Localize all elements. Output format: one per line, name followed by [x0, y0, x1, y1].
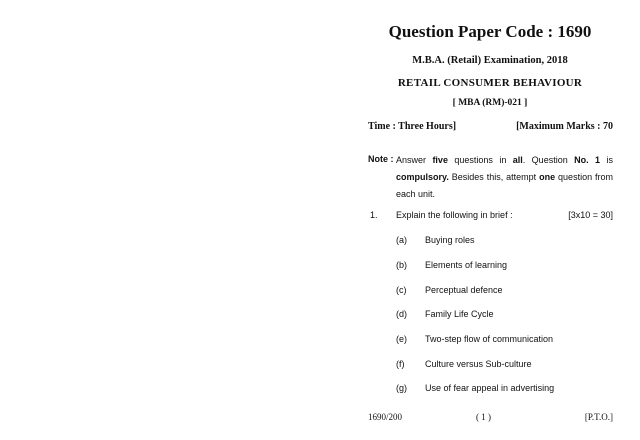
note-part: . Question: [522, 155, 575, 165]
page-code-title: Question Paper Code : 1690: [388, 22, 592, 41]
note-part: questions in: [447, 155, 513, 165]
sub-question-text: Two-step flow of communication: [425, 334, 554, 344]
note-emphasis: No. 1: [574, 155, 601, 165]
sub-question-letter: (g): [396, 383, 407, 393]
sub-question-letter: (c): [396, 285, 407, 295]
sub-question-letter: (b): [396, 260, 407, 270]
sub-question-text: Use of fear appeal in advertising: [425, 383, 555, 393]
sub-question-text: Culture versus Sub-culture: [425, 359, 532, 369]
pto-label: [P.T.O.]: [584, 412, 613, 422]
sub-question-letter: (f): [396, 359, 405, 369]
question-text: Explain the following in brief :: [396, 210, 513, 220]
sub-question-text: Elements of learning: [425, 260, 508, 270]
note-part: Answer: [396, 155, 433, 165]
note-label: Note :: [368, 154, 394, 164]
question-number: 1.: [370, 210, 378, 220]
exam-line: M.B.A. (Retail) Examination, 2018: [412, 55, 568, 66]
subject-title: RETAIL CONSUMER BEHAVIOUR: [397, 77, 583, 89]
note-part: Besides this, attempt: [448, 172, 540, 182]
sub-question-letter: (e): [396, 334, 407, 344]
note-emphasis: all: [512, 155, 523, 165]
question-marks: [3x10 = 30]: [568, 210, 613, 220]
note-emphasis: five: [432, 155, 448, 165]
sub-question-text: Buying roles: [425, 235, 475, 245]
sub-question-letter: (d): [396, 309, 407, 319]
sub-question-text: Family Life Cycle: [425, 309, 494, 319]
note-text: [396, 152, 613, 203]
note-emphasis: compulsory.: [396, 172, 449, 182]
time-label: Time : Three Hours]: [368, 121, 457, 132]
note-emphasis: one: [539, 172, 556, 182]
note-part: is: [600, 155, 613, 165]
course-code: [ MBA (RM)-021 ]: [452, 98, 528, 108]
sub-question-text: Perceptual defence: [425, 285, 503, 295]
sub-question-letter: (a): [396, 235, 407, 245]
page-number: ( 1 ): [476, 412, 491, 422]
note-part: question from each unit.: [396, 172, 614, 199]
max-marks-label: [Maximum Marks : 70: [516, 121, 613, 132]
footer-code: 1690/200: [368, 412, 403, 422]
